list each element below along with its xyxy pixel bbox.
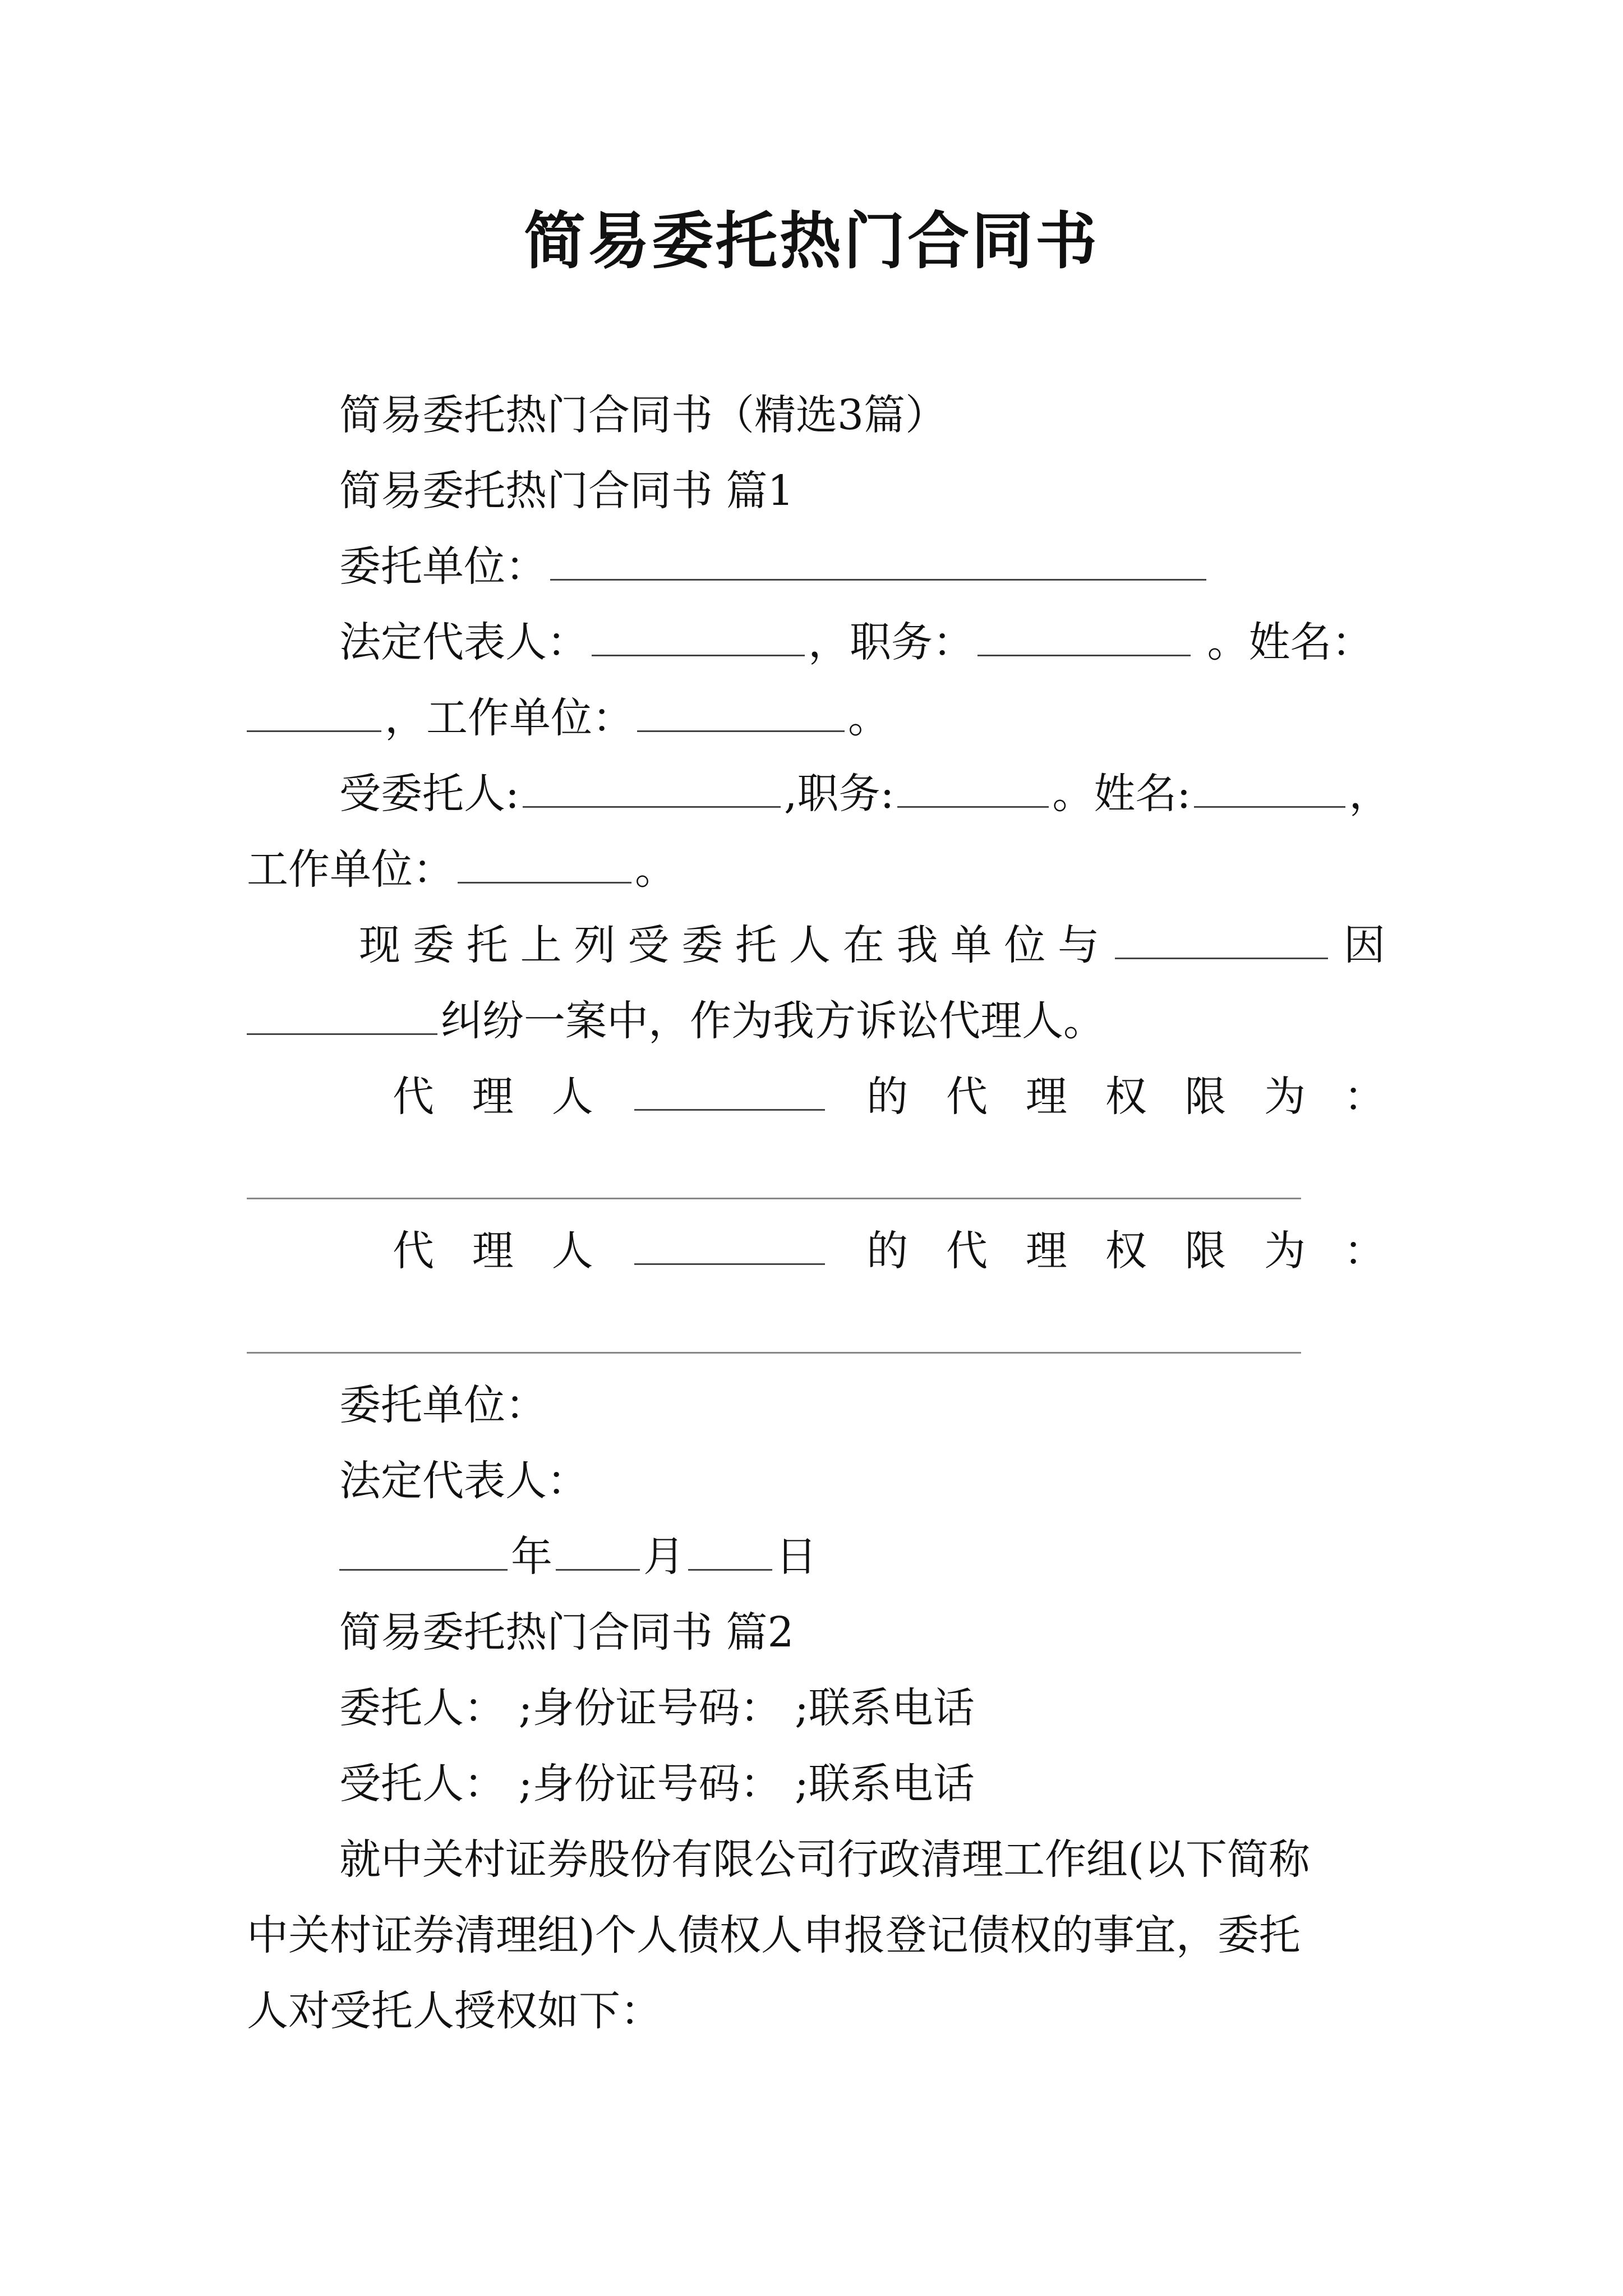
trustee-work-unit-blank xyxy=(458,881,631,884)
work-unit-line xyxy=(247,690,889,746)
char: 限 xyxy=(1184,1227,1227,1275)
position-label: ，职务： xyxy=(808,618,974,666)
trustee-line xyxy=(339,766,1390,822)
char: 权 xyxy=(1105,1227,1147,1275)
name-label: 。姓名： xyxy=(1194,618,1373,666)
char: 代 xyxy=(946,1073,988,1121)
char: 受 xyxy=(628,921,670,969)
trustee-work-unit-label: 工作单位： xyxy=(247,845,454,894)
entrusting-unit-line xyxy=(339,539,1210,595)
sign-legal-rep: 法定代表人： xyxy=(339,1457,588,1505)
agent-line: 受托人： ;身份证号码： ;联系电话 xyxy=(339,1760,975,1808)
position-blank xyxy=(978,654,1191,656)
char: 代 xyxy=(393,1227,434,1275)
agent-name-blank-1 xyxy=(634,1108,825,1111)
name-blank xyxy=(247,730,381,732)
char: 因 xyxy=(1343,921,1385,969)
party-blank xyxy=(1115,957,1328,959)
year-blank xyxy=(339,1568,508,1571)
char: 委 xyxy=(681,921,723,969)
dispute-blank xyxy=(247,1033,437,1035)
entrust-statement-line xyxy=(359,917,1385,973)
agent-name-blank-2 xyxy=(634,1263,825,1265)
trustee-position-blank xyxy=(897,806,1049,808)
document-title: 简易委托热门合同书 xyxy=(524,205,1099,277)
char: 上 xyxy=(520,921,562,969)
legal-rep-label: 法定代表人： xyxy=(339,618,588,666)
char: 人 xyxy=(551,1073,593,1121)
trustee-label: 受委托人: xyxy=(339,770,519,818)
day-blank xyxy=(688,1568,772,1571)
month-label: 月 xyxy=(643,1533,685,1581)
body-paragraph-line-3: 人对受托人授权如下： xyxy=(247,1987,662,2035)
trustee-name-label: 。姓名: xyxy=(1052,770,1191,818)
section-heading-1: 简易委托热门合同书 篇1 xyxy=(339,467,794,515)
principal-line: 委托人： ;身份证号码： ;联系电话 xyxy=(339,1684,975,1732)
work-unit-label: ，工作单位： xyxy=(385,694,634,742)
char: 限 xyxy=(1184,1073,1227,1121)
day-label: 日 xyxy=(776,1533,817,1581)
authority-blank-1 xyxy=(247,1198,1301,1199)
subtitle-line: 简易委托热门合同书（精选3篇） xyxy=(339,391,947,439)
char: 为 xyxy=(1264,1073,1306,1121)
trustee-comma: ， xyxy=(1349,770,1391,818)
trustee-position-label: ,职务: xyxy=(783,770,895,818)
agent-authority-line-1 xyxy=(393,1069,1385,1125)
body-paragraph-line-2: 中关村证券清理组)个人债权人申报登记债权的事宜，委托 xyxy=(247,1911,1301,1959)
char: 与 xyxy=(1058,921,1100,969)
char: 人 xyxy=(789,921,831,969)
sign-entrusting-unit: 委托单位： xyxy=(339,1381,547,1429)
char: 的 xyxy=(866,1073,909,1121)
trustee-name-blank xyxy=(1194,806,1345,808)
legal-rep-line xyxy=(339,614,1373,670)
char: 列 xyxy=(574,921,616,969)
char: 为 xyxy=(1264,1227,1306,1275)
char: 在 xyxy=(842,921,884,969)
dispute-text: 纠纷一案中，作为我方诉讼代理人。 xyxy=(441,997,1105,1045)
char: 委 xyxy=(412,921,454,969)
body-paragraph-line-1: 就中关村证券股份有限公司行政清理工作组(以下简称 xyxy=(339,1835,1310,1884)
char: 代 xyxy=(393,1073,434,1121)
char: ： xyxy=(1343,1073,1385,1121)
char: 理 xyxy=(472,1227,514,1275)
agent-authority-line-2 xyxy=(393,1223,1385,1279)
trustee-work-unit-end: 。 xyxy=(635,845,676,894)
char: 托 xyxy=(735,921,777,969)
char: 理 xyxy=(1025,1227,1067,1275)
trustee-work-unit-line xyxy=(247,841,676,898)
entrusting-unit-blank xyxy=(550,578,1206,581)
char: ： xyxy=(1343,1227,1385,1275)
entrusting-unit-label: 委托单位： xyxy=(339,542,547,591)
date-line xyxy=(339,1529,817,1585)
authority-blank-2 xyxy=(247,1352,1301,1354)
dispute-line xyxy=(247,993,1105,1049)
char: 我 xyxy=(896,921,938,969)
char: 代 xyxy=(946,1227,988,1275)
work-unit-blank xyxy=(637,730,845,732)
char: 理 xyxy=(1025,1073,1067,1121)
char: 现 xyxy=(359,921,400,969)
char: 理 xyxy=(472,1073,514,1121)
char: 的 xyxy=(866,1227,909,1275)
char: 人 xyxy=(551,1227,593,1275)
trustee-blank xyxy=(523,806,781,808)
char: 单 xyxy=(950,921,992,969)
legal-rep-blank xyxy=(592,654,805,656)
section-heading-2: 简易委托热门合同书 篇2 xyxy=(339,1608,794,1657)
work-unit-end: 。 xyxy=(848,694,889,742)
char: 托 xyxy=(466,921,508,969)
char: 权 xyxy=(1105,1073,1147,1121)
month-blank xyxy=(556,1568,640,1571)
char: 位 xyxy=(1004,921,1046,969)
year-label: 年 xyxy=(511,1533,552,1581)
